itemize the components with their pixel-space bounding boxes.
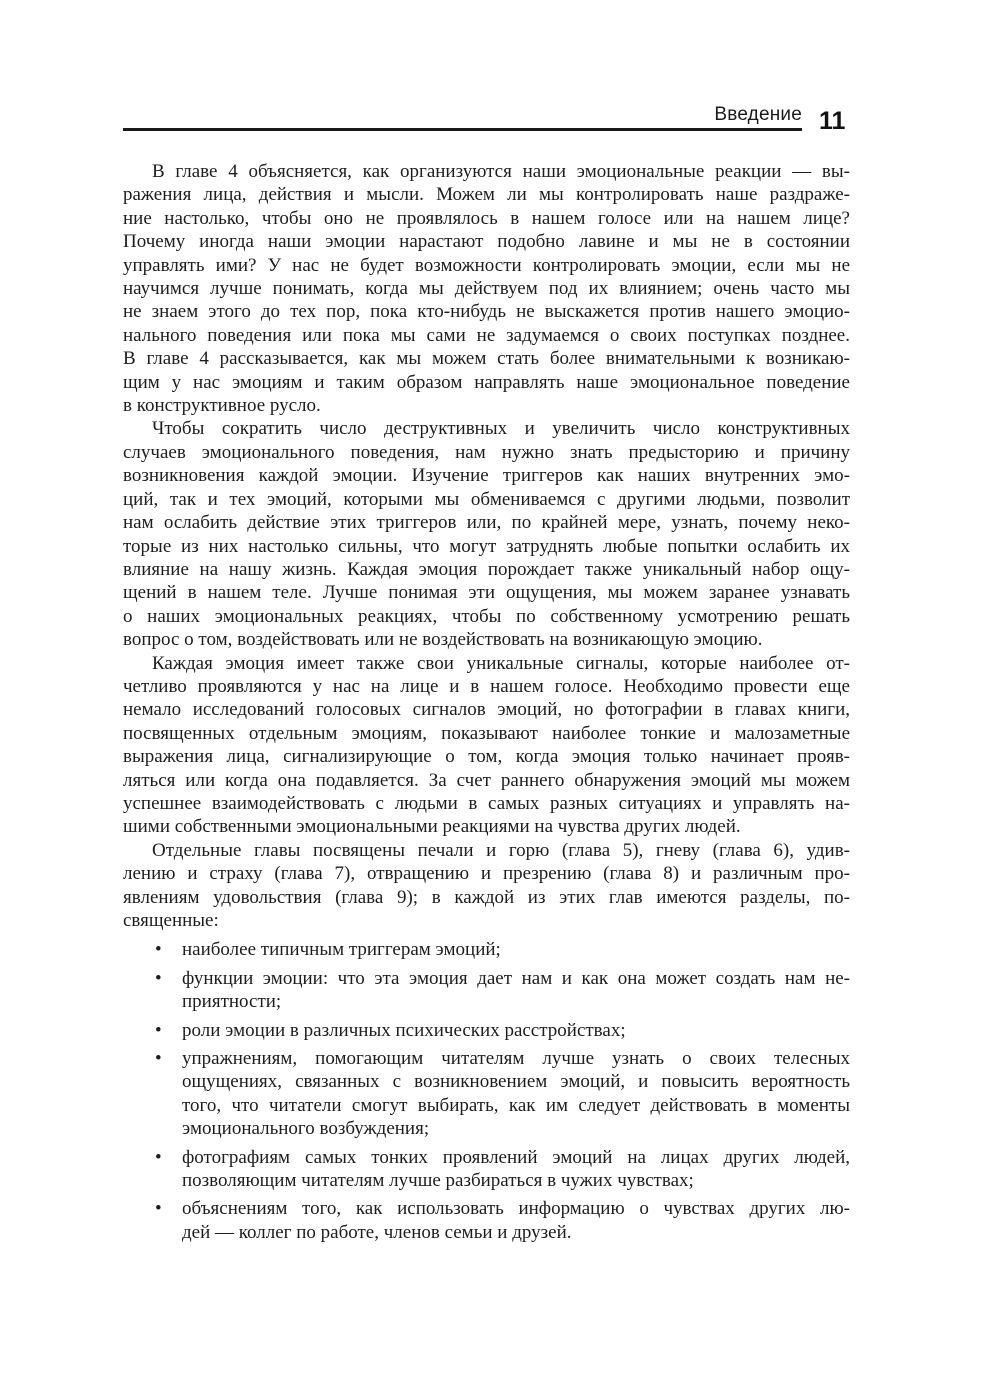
text-line: ляться или когда она подавляется. За счет раннего обнаружения эмоций мы можем <box>123 769 850 791</box>
paragraph <box>123 839 850 933</box>
paragraph <box>123 160 850 417</box>
text-line: объяснениям того, как использовать информацию о чувствах других лю- <box>182 1198 850 1220</box>
bullet-item <box>123 1019 850 1042</box>
text-line: ций, так и тех эмоций, которыми мы обмениваемся с другими людьми, позволит <box>123 488 850 510</box>
page-number: 11 <box>819 107 846 135</box>
text-line: вопрос о том, воздействовать или не воздействовать на возникающую эмоцию. <box>123 629 763 651</box>
bullet-item <box>123 1047 850 1141</box>
bullet-item <box>123 938 850 961</box>
paragraph <box>123 417 850 651</box>
text-line: позволяющим читателям лучше разбираться в чужих чувствах; <box>182 1170 694 1192</box>
text-line: щений в нашем теле. Лучше понимая эти ощущения, мы можем заранее узнавать <box>123 582 850 604</box>
bullet-icon: • <box>155 1019 162 1041</box>
text-line: эмоционального возбуждения; <box>182 1118 430 1140</box>
text-line: выражения лица, сигнализирующие о том, когда эмоция только начинает прояв- <box>123 746 850 768</box>
text-line: влияние на нашу жизнь. Каждая эмоция порождает также уникальный набор ощу- <box>123 558 850 580</box>
text-line: Отдельные главы посвящены печали и горю (глава 5), гневу (глава 6), удив- <box>152 839 850 861</box>
section-title: Введение <box>714 104 802 125</box>
text-line: ние настолько, чтобы оно не проявлялось в нашем голосе или на нашем лице? <box>123 207 850 229</box>
text-line: шими собственными эмоциональными реакциями на чувства других людей. <box>123 816 741 838</box>
bullet-icon: • <box>155 939 162 961</box>
text-line: торые из них настолько сильны, что могут затруднять любые попытки ослабить их <box>123 535 850 557</box>
text-line: успешнее взаимодействовать с людьми в самых разных ситуациях и управлять на- <box>123 792 850 814</box>
bullet-icon: • <box>155 1146 162 1168</box>
text-line: ражения лица, действия и мысли. Можем ли мы контролировать наше раздраже- <box>123 184 850 206</box>
text-line: наиболее типичным триггерам эмоций; <box>182 939 501 961</box>
text-line: нам ослабить действие этих триггеров или, по крайней мере, узнать, почему неко- <box>123 512 850 534</box>
bullet-item <box>123 1146 850 1193</box>
text-line: научимся лучше понимать, когда мы действуем под их влиянием; очень часто мы <box>123 278 850 300</box>
bullet-icon: • <box>155 1048 162 1070</box>
text-line: ощущениях, связанных с возникновением эмоций, и повысить вероятность <box>182 1071 850 1093</box>
text-line: функции эмоции: что эта эмоция дает нам и как она может создать нам не- <box>182 967 850 989</box>
text-line: явлениям удовольствия (глава 9); в каждой из этих глав имеются разделы, по- <box>123 886 850 908</box>
text-line: фотографиям самых тонких проявлений эмоций на лицах других людей, <box>182 1146 850 1168</box>
running-head <box>123 104 850 135</box>
text-line: В главе 4 объясняется, как организуются наши эмоциональные реакции — вы- <box>152 161 850 182</box>
text-line: в конструктивное русло. <box>123 395 321 417</box>
bullet-icon: • <box>155 1198 162 1220</box>
text-line: управлять ими? У нас не будет возможности контролировать эмоции, если мы не <box>123 254 850 276</box>
text-line: приятности; <box>182 991 282 1013</box>
text-line: немало исследований голосовых сигналов эмоций, но фотографии в главах книги, <box>123 699 850 721</box>
text-block <box>123 160 850 1244</box>
paragraph <box>123 652 850 839</box>
bullet-icon: • <box>155 967 162 989</box>
text-line: В главе 4 рассказывается, как мы можем стать более внимательными к возникаю- <box>123 348 850 370</box>
text-line: посвященных отдельным эмоциям, показывают наиболее тонкие и малозаметные <box>123 722 850 744</box>
text-line: Чтобы сократить число деструктивных и увеличить число конструктивных <box>152 418 850 440</box>
text-line: лению и страху (глава 7), отвращению и презрению (глава 8) и различным про- <box>123 863 850 885</box>
text-line: священные: <box>123 910 219 931</box>
text-line: Каждая эмоция имеет также свои уникальные сигналы, которые наиболее от- <box>152 652 850 674</box>
text-line: четливо проявляются у нас на лице и в нашем голосе. Необходимо провести еще <box>123 675 850 697</box>
text-line: того, что читатели смогут выбирать, как им следует действовать в моменты <box>182 1094 850 1116</box>
text-line: дей — коллег по работе, членов семьи и друзей. <box>182 1221 572 1243</box>
text-line: роли эмоции в различных психических расстройствах; <box>182 1019 626 1041</box>
bullet-item <box>123 967 850 1014</box>
text-line: нального поведения или пока мы сами не задумаемся о своих поступках позднее. <box>123 324 850 346</box>
text-line: Почему иногда наши эмоции нарастают подобно лавине и мы не в состоянии <box>123 231 850 253</box>
text-line: упражнениям, помогающим читателям лучше узнать о своих телесных <box>182 1048 850 1070</box>
text-line: возникновения каждой эмоции. Изучение триггеров как наших внутренних эмо- <box>123 465 850 487</box>
text-line: о наших эмоциональных реакциях, чтобы по собственному усмотрению решать <box>123 605 850 627</box>
text-line: не знаем этого до тех пор, пока кто-нибудь не выскажется против нашего эмоцио- <box>123 301 850 323</box>
text-line: случаев эмоционального поведения, нам нужно знать предысторию и причину <box>123 441 850 463</box>
bullet-item <box>123 1197 850 1244</box>
running-head-rule <box>123 104 802 131</box>
text-line: щим у нас эмоциям и таким образом направлять наше эмоциональное поведение <box>123 371 850 393</box>
